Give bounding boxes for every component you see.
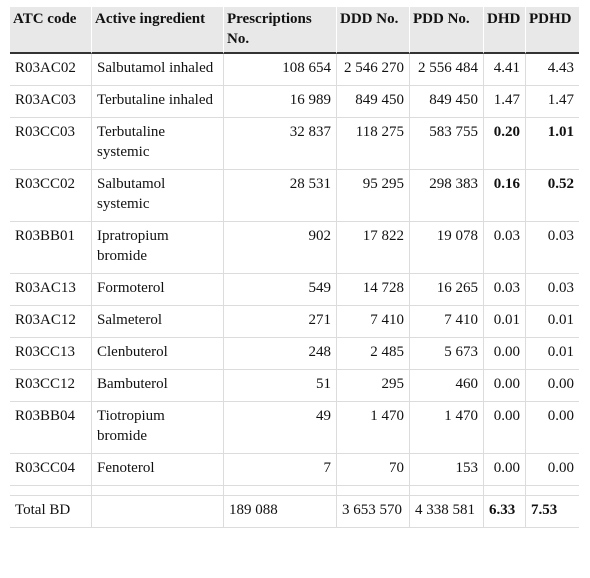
- cell-ingredient: Terbutaline inhaled: [91, 86, 223, 118]
- total-label: Total BD: [10, 496, 91, 528]
- cell-pdhd: 0.03: [525, 274, 579, 306]
- cell-dhd: 0.03: [483, 222, 525, 274]
- cell-pdd: 460: [409, 370, 483, 402]
- data-table: [10, 7, 579, 528]
- cell-prescriptions: 32 837: [223, 118, 336, 170]
- cell-dhd: 0.00: [483, 370, 525, 402]
- cell-ingredient: Formoterol: [91, 274, 223, 306]
- table-row: [10, 370, 579, 402]
- cell-ddd: 7 410: [336, 306, 409, 338]
- cell-dhd: 1.47: [483, 86, 525, 118]
- cell-pdhd: 0.03: [525, 222, 579, 274]
- cell-dhd: 0.03: [483, 274, 525, 306]
- cell-prescriptions: 549: [223, 274, 336, 306]
- cell-ingredient: Bambuterol: [91, 370, 223, 402]
- cell-ddd: 849 450: [336, 86, 409, 118]
- cell-dhd: 0.20: [483, 118, 525, 170]
- cell-pdd: 16 265: [409, 274, 483, 306]
- cell-pdd: 153: [409, 454, 483, 486]
- total-pdd: 4 338 581: [409, 496, 483, 528]
- total-pdhd: 7.53: [525, 496, 579, 528]
- cell-ingredient: Salbutamol systemic: [91, 170, 223, 222]
- cell-pdd: 298 383: [409, 170, 483, 222]
- table-row: [10, 86, 579, 118]
- cell-pdhd: 4.43: [525, 54, 579, 86]
- cell-prescriptions: 108 654: [223, 54, 336, 86]
- cell-pdd: 849 450: [409, 86, 483, 118]
- cell-ddd: 95 295: [336, 170, 409, 222]
- cell-pdhd: 0.01: [525, 306, 579, 338]
- cell-prescriptions: 28 531: [223, 170, 336, 222]
- table-row: [10, 274, 579, 306]
- cell-pdd: 583 755: [409, 118, 483, 170]
- cell-ddd: 2 485: [336, 338, 409, 370]
- cell-atc-code: R03CC02: [10, 170, 91, 222]
- cell-prescriptions: 902: [223, 222, 336, 274]
- table-row: [10, 306, 579, 338]
- cell-pdhd: 1.47: [525, 86, 579, 118]
- cell-prescriptions: 51: [223, 370, 336, 402]
- cell-pdhd: 1.01: [525, 118, 579, 170]
- cell-prescriptions: 49: [223, 402, 336, 454]
- cell-ingredient: Fenoterol: [91, 454, 223, 486]
- cell-pdd: 19 078: [409, 222, 483, 274]
- cell-ingredient: Ipratropium bromide: [91, 222, 223, 274]
- cell-ingredient: Tiotropium bromide: [91, 402, 223, 454]
- cell-dhd: 0.00: [483, 402, 525, 454]
- table-row: [10, 118, 579, 170]
- cell-pdd: 2 556 484: [409, 54, 483, 86]
- cell-atc-code: R03CC13: [10, 338, 91, 370]
- cell-pdhd: 0.00: [525, 454, 579, 486]
- cell-pdd: 7 410: [409, 306, 483, 338]
- col-header-atc-code: ATC code: [10, 7, 91, 54]
- cell-atc-code: R03CC03: [10, 118, 91, 170]
- cell-ddd: 17 822: [336, 222, 409, 274]
- col-header-active-ingredient: Active ingredient: [91, 7, 223, 54]
- total-ddd: 3 653 570: [336, 496, 409, 528]
- cell-pdd: 5 673: [409, 338, 483, 370]
- cell-pdhd: 0.00: [525, 370, 579, 402]
- cell-ddd: 14 728: [336, 274, 409, 306]
- table-spacer: [10, 486, 579, 496]
- cell-prescriptions: 7: [223, 454, 336, 486]
- header-row: [10, 7, 579, 54]
- cell-prescriptions: 248: [223, 338, 336, 370]
- table-row: [10, 402, 579, 454]
- table-row: [10, 170, 579, 222]
- cell-atc-code: R03AC12: [10, 306, 91, 338]
- cell-dhd: 0.16: [483, 170, 525, 222]
- cell-pdhd: 0.00: [525, 402, 579, 454]
- cell-pdhd: 0.01: [525, 338, 579, 370]
- cell-prescriptions: 16 989: [223, 86, 336, 118]
- cell-ingredient: Salmeterol: [91, 306, 223, 338]
- cell-ddd: 1 470: [336, 402, 409, 454]
- cell-ingredient: Salbutamol inhaled: [91, 54, 223, 86]
- cell-atc-code: R03BB01: [10, 222, 91, 274]
- cell-ddd: 295: [336, 370, 409, 402]
- cell-ddd: 2 546 270: [336, 54, 409, 86]
- table-row: [10, 338, 579, 370]
- total-dhd: 6.33: [483, 496, 525, 528]
- table-body: [10, 54, 579, 528]
- col-header-ddd: DDD No.: [336, 7, 409, 54]
- cell-dhd: 0.00: [483, 338, 525, 370]
- cell-ddd: 70: [336, 454, 409, 486]
- cell-prescriptions: 271: [223, 306, 336, 338]
- cell-atc-code: R03AC13: [10, 274, 91, 306]
- cell-dhd: 0.00: [483, 454, 525, 486]
- cell-atc-code: R03AC03: [10, 86, 91, 118]
- total-ingredient-cell: [91, 496, 223, 528]
- cell-atc-code: R03CC04: [10, 454, 91, 486]
- cell-atc-code: R03BB04: [10, 402, 91, 454]
- table-container: [10, 7, 579, 528]
- table-row: [10, 454, 579, 486]
- cell-ingredient: Terbutaline systemic: [91, 118, 223, 170]
- cell-atc-code: R03AC02: [10, 54, 91, 86]
- table-row: [10, 222, 579, 274]
- col-header-pdhd: PDHD: [525, 7, 579, 54]
- cell-dhd: 4.41: [483, 54, 525, 86]
- cell-ingredient: Clenbuterol: [91, 338, 223, 370]
- col-header-dhd: DHD: [483, 7, 525, 54]
- col-header-pdd: PDD No.: [409, 7, 483, 54]
- cell-ddd: 118 275: [336, 118, 409, 170]
- total-row: [10, 496, 579, 528]
- total-prescriptions: 189 088: [223, 496, 336, 528]
- cell-dhd: 0.01: [483, 306, 525, 338]
- cell-pdd: 1 470: [409, 402, 483, 454]
- table-row: [10, 54, 579, 86]
- col-header-prescriptions: Prescriptions No.: [223, 7, 336, 54]
- cell-pdhd: 0.52: [525, 170, 579, 222]
- cell-atc-code: R03CC12: [10, 370, 91, 402]
